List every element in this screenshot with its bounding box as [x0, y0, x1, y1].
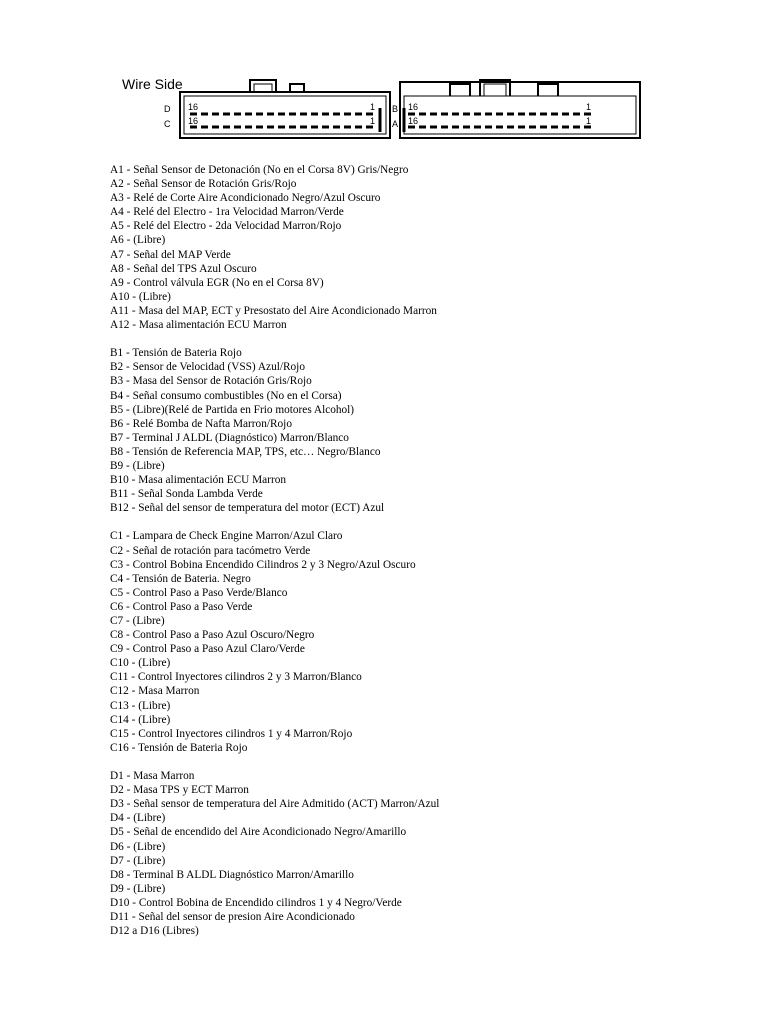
pin-description: B2 - Sensor de Velocidad (VSS) Azul/Rojo	[110, 361, 305, 374]
pin-group	[110, 346, 670, 515]
pin-description: D5 - Señal de encendido del Aire Acondicionado Negro/Amarillo	[110, 826, 407, 839]
row-label-a: A	[392, 119, 399, 129]
row-a-pin-start: 16	[408, 116, 419, 126]
pin-description: C4 - Tensión de Bateria. Negro	[110, 572, 251, 585]
pin-lists	[110, 163, 670, 952]
pin-description: C13 - (Libre)	[110, 699, 171, 712]
pin-description: A2 - Señal Sensor de Rotación Gris/Rojo	[110, 178, 297, 191]
pin-description: D1 - Masa Marron	[110, 770, 195, 783]
pin-description: A5 - Relé del Electro - 2da Velocidad Marron/Rojo	[110, 220, 342, 233]
pin-description: D3 - Señal sensor de temperatura del Aire Admitido (ACT) Marron/Azul	[110, 798, 440, 811]
pin-description: B1 - Tensión de Bateria Rojo	[110, 347, 242, 360]
left-key	[290, 84, 304, 92]
pin-description: B4 - Señal consumo combustibles (No en el Corsa)	[110, 389, 342, 402]
pin-description: A10 - (Libre)	[110, 290, 171, 303]
connector-drawing	[118, 72, 646, 162]
right-latch-inner	[484, 84, 506, 96]
pin-group	[110, 163, 670, 332]
pin-description: C12 - Masa Marron	[110, 685, 200, 698]
pin-description: B5 - (Libre)(Relé de Partida en Frio motores Alcohol)	[110, 403, 355, 416]
pin-description: C7 - (Libre)	[110, 615, 165, 627]
pin-description: D9 - (Libre)	[110, 882, 166, 895]
pin-description: C14 - (Libre)	[110, 713, 171, 726]
pin-description: A8 - Señal del TPS Azul Oscuro	[110, 262, 257, 275]
pin-description: D7 - (Libre)	[110, 854, 166, 867]
pin-description: A4 - Relé del Electro - 1ra Velocidad Marron/Verde	[110, 206, 344, 219]
pin-description: B6 - Relé Bomba de Nafta Marron/Rojo	[110, 417, 292, 430]
right-latch	[450, 84, 470, 96]
pin-description: A6 - (Libre)	[110, 234, 166, 247]
pin-description: A12 - Masa alimentación ECU Marron	[110, 319, 287, 332]
pin-description: C10 - (Libre)	[110, 657, 171, 670]
pin-description: C2 - Señal de rotación para tacómetro Verde	[110, 544, 311, 557]
pin-description: D11 - Señal del sensor de presion Aire Acondicionado	[110, 910, 355, 923]
pin-description: D2 - Masa TPS y ECT Marron	[110, 784, 249, 797]
pin-description: B7 - Terminal J ALDL (Diagnóstico) Marron/Blanco	[110, 431, 349, 444]
pin-description: C11 - Control Inyectores cilindros 2 y 3 Marron/Blanco	[110, 671, 362, 684]
pin-description: B3 - Masa del Sensor de Rotación Gris/Rojo	[110, 375, 312, 388]
row-c-pin-end: 1	[370, 116, 376, 126]
pin-group	[110, 529, 670, 755]
row-b-pin-start: 16	[408, 102, 419, 112]
pin-description: A11 - Masa del MAP, ECT y Presostato del Aire Acondicionado Marron	[110, 304, 437, 317]
row-label-d: D	[164, 104, 171, 114]
pin-description: D8 - Terminal B ALDL Diagnóstico Marron/Amarillo	[110, 868, 354, 881]
pin-description: B12 - Señal del sensor de temperatura del motor (ECT) Azul	[110, 502, 385, 515]
pin-description: B11 - Señal Sonda Lambda Verde	[110, 488, 263, 501]
pin-description: C16 - Tensión de Bateria Rojo	[110, 741, 248, 754]
row-label-b: B	[392, 104, 399, 114]
pin-description: C15 - Control Inyectores cilindros 1 y 4 Marron/Rojo	[110, 727, 353, 740]
wire-side-title: Wire Side	[122, 76, 183, 92]
row-d-pin-start: 16	[188, 102, 199, 112]
pin-description: C1 - Lampara de Check Engine Marron/Azul Claro	[110, 530, 343, 543]
pin-description: C6 - Control Paso a Paso Verde	[110, 600, 253, 613]
pin-description: C8 - Control Paso a Paso Azul Oscuro/Negro	[110, 629, 315, 642]
pin-description: A9 - Control válvula EGR (No en el Corsa 8V)	[110, 276, 324, 289]
row-c-pin-start: 16	[188, 116, 199, 126]
pin-description: B10 - Masa alimentación ECU Marron	[110, 474, 287, 487]
pin-group	[110, 769, 670, 938]
pin-description: D10 - Control Bobina de Encendido cilindros 1 y 4 Negro/Verde	[110, 896, 402, 909]
row-b-pin-end: 1	[586, 102, 592, 112]
pin-description: A7 - Señal del MAP Verde	[110, 248, 231, 261]
row-a-pin-end: 1	[586, 116, 592, 126]
right-key	[538, 84, 558, 96]
pin-description: C3 - Control Bobina Encendido Cilindros 2 y 3 Negro/Azul Oscuro	[110, 558, 416, 571]
pin-description: C5 - Control Paso a Paso Verde/Blanco	[110, 586, 288, 599]
pin-description: B8 - Tensión de Referencia MAP, TPS, etc… Negro/Blanco	[110, 445, 381, 458]
pin-description: C9 - Control Paso a Paso Azul Claro/Verde	[110, 643, 305, 656]
pin-description: D6 - (Libre)	[110, 840, 166, 853]
right-connector-body	[400, 82, 640, 138]
row-label-c: C	[164, 119, 171, 129]
pin-description: D12 a D16 (Libres)	[110, 925, 199, 938]
pin-description: B9 - (Libre)	[110, 459, 165, 472]
connector-diagram	[118, 72, 646, 162]
pin-description: D4 - (Libre)	[110, 812, 166, 825]
pin-description: A3 - Relé de Corte Aire Acondicionado Negro/Azul Oscuro	[110, 192, 381, 205]
left-latch-inner	[254, 84, 272, 92]
row-d-pin-end: 1	[370, 102, 376, 112]
pin-description: A1 - Señal Sensor de Detonación (No en el Corsa 8V) Gris/Negro	[110, 164, 409, 176]
